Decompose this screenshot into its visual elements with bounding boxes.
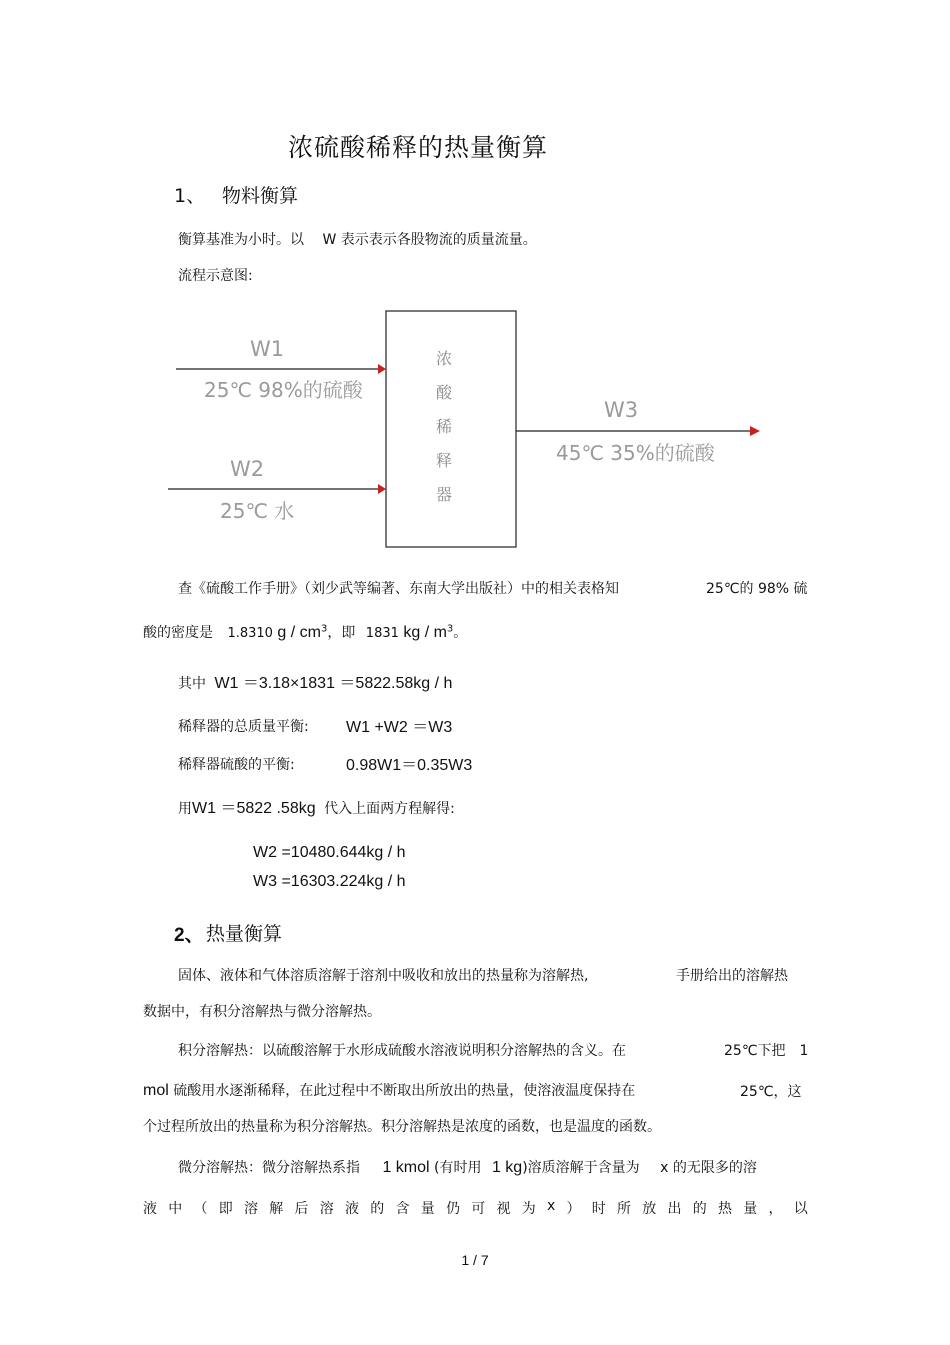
spread-char: 放 bbox=[642, 1201, 657, 1217]
spread-char: 含 bbox=[395, 1201, 410, 1217]
p3-mid: (有时用 bbox=[434, 1160, 482, 1176]
density-unit-2: kg / m bbox=[403, 624, 447, 641]
vessel-char: 器 bbox=[435, 485, 453, 504]
w1-calc-line bbox=[178, 670, 452, 693]
page-title: 浓硫酸稀释的热量衡算 bbox=[288, 133, 549, 162]
density-prefix: 酸的密度是 bbox=[143, 625, 213, 641]
density-exp-1: 3 bbox=[320, 623, 328, 635]
section-2-p1-line1: 固体、液体和气体溶质溶解于溶剂中吸收和放出的热量称为溶解热, bbox=[178, 968, 589, 984]
acid-balance-equation: 0.98W1＝0.35W3 bbox=[346, 757, 473, 774]
vessel-char: 浓 bbox=[435, 349, 453, 368]
density-value-1: 1.8310 bbox=[227, 626, 273, 641]
section-2-p3-line2 bbox=[143, 1198, 808, 1218]
spread-char: 出 bbox=[667, 1201, 682, 1217]
section-2-p1-line2: 数据中，有积分溶解热与微分溶解热。 bbox=[143, 1004, 381, 1020]
total-balance-label: 稀释器的总质量平衡: bbox=[178, 719, 309, 735]
substitution-line bbox=[178, 795, 455, 818]
w3-description: 45℃ 35%的硫酸 bbox=[556, 441, 715, 465]
section-2-p2-line2-tail: 25℃，这 bbox=[740, 1084, 802, 1100]
page-number: 1 / 7 bbox=[461, 1252, 489, 1268]
spread-char: 所 bbox=[617, 1201, 632, 1217]
process-flow-diagram bbox=[0, 0, 950, 560]
p3-kg: 1 kg bbox=[491, 1159, 523, 1176]
p3-after: )溶质溶解于含量为 bbox=[522, 1160, 640, 1176]
spread-char: 视 bbox=[496, 1201, 511, 1217]
spread-char: 时 bbox=[591, 1201, 606, 1217]
density-line-2 bbox=[143, 622, 467, 642]
vessel-char: 释 bbox=[435, 451, 453, 470]
w3-label: W3 bbox=[604, 398, 639, 422]
section-2-number: 2、 bbox=[174, 925, 204, 946]
spread-char: 溶 bbox=[319, 1201, 334, 1217]
spread-char: 液 bbox=[345, 1201, 359, 1217]
section-2-p2-line1: 积分溶解热：以硫酸溶解于水形成硫酸水溶液说明积分溶解热的含义。在 bbox=[178, 1043, 626, 1059]
w2-result: W2 =10480.644kg / h bbox=[253, 844, 406, 861]
section-2-p1-line1-tail: 手册给出的溶解热 bbox=[676, 968, 788, 984]
w1-calc-prefix: 其中 bbox=[178, 676, 206, 692]
density-unit-1: g / cm bbox=[277, 624, 321, 641]
section-2-p2-line3: 个过程所放出的热量称为积分溶解热。积分溶解热是浓度的函数，也是温度的函数。 bbox=[143, 1119, 661, 1135]
w1-description: 25℃ 98%的硫酸 bbox=[204, 378, 363, 402]
spread-char: x bbox=[547, 1198, 556, 1214]
spread-char: 解 bbox=[269, 1201, 284, 1217]
section-2-p2-line2 bbox=[143, 1080, 635, 1100]
spread-char: 的 bbox=[692, 1201, 707, 1217]
spread-char: ， bbox=[768, 1201, 783, 1217]
flow-diagram-label: 流程示意图: bbox=[178, 268, 253, 284]
density-line-1: 查《硫酸工作手册》（刘少武等编著、东南大学出版社）中的相关表格知 bbox=[178, 581, 619, 597]
section-2-heading: 热量衡算 bbox=[206, 923, 283, 945]
substitution-equation: W1 ＝5822 .58kg bbox=[192, 800, 316, 817]
density-end: 。 bbox=[453, 625, 468, 641]
w2-description: 25℃ 水 bbox=[220, 499, 295, 523]
substitution-prefix: 用 bbox=[178, 801, 192, 817]
p3-tail: 的无限多的溶 bbox=[672, 1160, 757, 1176]
spread-char: 液 bbox=[143, 1201, 157, 1217]
spread-char: 量 bbox=[420, 1201, 435, 1217]
spread-char: 后 bbox=[294, 1201, 309, 1217]
w1-calc-equation: W1 ＝3.18×1831 ＝5822.58kg / h bbox=[214, 675, 453, 692]
spread-char: 溶 bbox=[244, 1201, 258, 1217]
basis-text: 衡算基准为小时。以 W 表示表示各股物流的质量流量。 bbox=[178, 232, 537, 248]
w3-result: W3 =16303.224kg / h bbox=[253, 873, 406, 890]
spread-char: 热 bbox=[718, 1201, 733, 1217]
section-2-p2-line1-tail: 25℃下把 1 bbox=[724, 1043, 809, 1059]
w2-label: W2 bbox=[230, 457, 265, 481]
spread-char: 即 bbox=[218, 1201, 233, 1217]
spread-char: ） bbox=[566, 1201, 581, 1217]
mol-unit: mol bbox=[143, 1082, 169, 1099]
w2-arrowhead bbox=[378, 484, 386, 494]
spread-char: 量 bbox=[743, 1201, 758, 1217]
p3-x: x bbox=[660, 1160, 669, 1176]
spread-char: （ bbox=[193, 1201, 208, 1217]
section-2-p3-line1 bbox=[178, 1157, 757, 1177]
spread-char: 仍 bbox=[446, 1201, 460, 1217]
total-balance-equation: W1 +W2 ＝W3 bbox=[346, 719, 453, 736]
spread-char: 以 bbox=[793, 1201, 808, 1217]
w3-arrowhead bbox=[750, 426, 760, 436]
w1-label: W1 bbox=[250, 337, 285, 361]
spread-char: 可 bbox=[471, 1201, 486, 1217]
section-2-p2-line2-text: 硫酸用水逐渐稀释，在此过程中不断取出所放出的热量，使溶液温度保持在 bbox=[173, 1083, 636, 1099]
section-1-heading: 物料衡算 bbox=[222, 185, 299, 207]
spread-char: 中 bbox=[168, 1201, 183, 1217]
spread-char: 为 bbox=[521, 1201, 536, 1217]
section-1-number: 1、 bbox=[174, 185, 206, 207]
density-exp-2: 3 bbox=[446, 623, 454, 635]
density-mid: ，即 bbox=[327, 625, 356, 641]
density-line-1-tail: 25℃的 98% 硫 bbox=[706, 581, 808, 597]
acid-balance-label: 稀释器硫酸的平衡: bbox=[178, 757, 295, 773]
vessel-char: 酸 bbox=[435, 383, 453, 402]
w1-arrowhead bbox=[378, 364, 386, 374]
substitution-suffix: 代入上面两方程解得: bbox=[324, 801, 455, 817]
p3-intro: 微分溶解热：微分溶解热系指 bbox=[178, 1160, 360, 1176]
vessel-char: 稀 bbox=[435, 417, 453, 436]
p3-kmol: 1 kmol bbox=[382, 1159, 430, 1176]
spread-char: 的 bbox=[370, 1201, 385, 1217]
density-value-2: 1831 bbox=[365, 626, 399, 641]
